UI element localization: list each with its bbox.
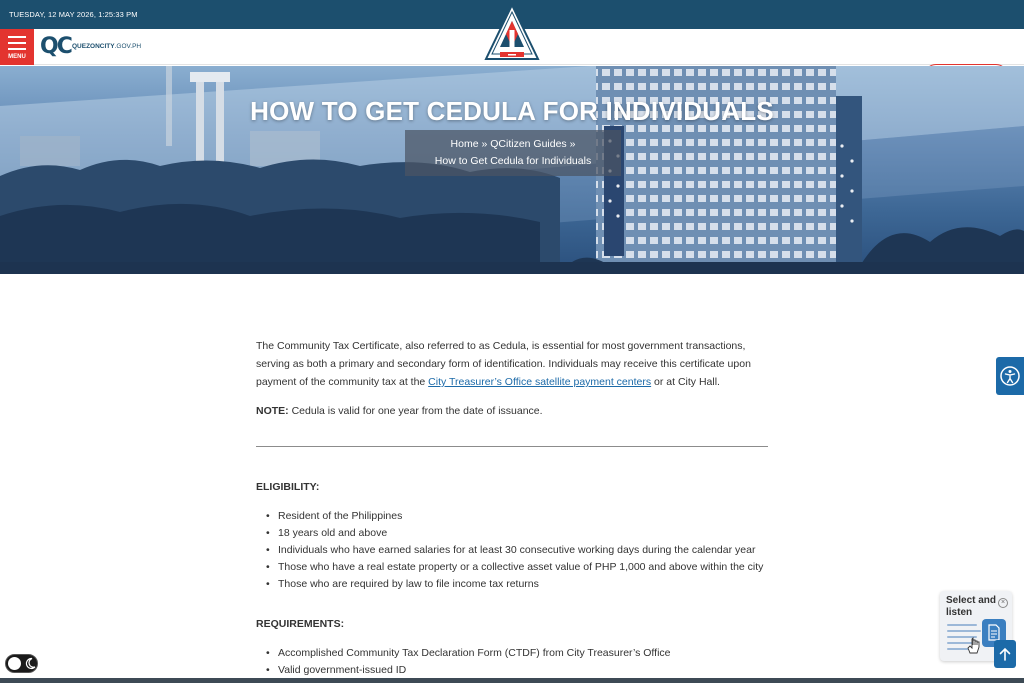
list-item: • 18 years old and above bbox=[278, 525, 763, 542]
accessibility-button[interactable] bbox=[996, 357, 1024, 395]
toggle-knob bbox=[8, 657, 21, 670]
treasurer-office-link[interactable]: City Treasurer’s Office satellite payment centers bbox=[428, 376, 652, 388]
list-item: • Those who are required by law to file income tax returns bbox=[278, 576, 763, 593]
accessibility-icon bbox=[996, 357, 1024, 395]
list-item: • Resident of the Philippines bbox=[278, 508, 763, 525]
hamburger-icon-bar bbox=[8, 42, 26, 44]
menu-button[interactable] bbox=[0, 29, 34, 65]
note-paragraph bbox=[256, 402, 768, 420]
quezon-city-seal-icon[interactable] bbox=[484, 3, 540, 63]
breadcrumb-separator: » bbox=[569, 138, 576, 150]
current-datetime: TUESDAY, 12 MAY 2026, 1:25:33 PM bbox=[9, 10, 138, 19]
bottom-bar bbox=[0, 678, 1024, 683]
arrow-up-icon bbox=[994, 640, 1016, 668]
page-title: HOW TO GET CEDULA FOR INDIVIDUALS bbox=[250, 96, 774, 126]
hero-banner bbox=[0, 66, 1024, 274]
logo-mark: QC bbox=[40, 34, 71, 59]
breadcrumb-guides[interactable]: QCitizen Guides bbox=[490, 138, 567, 150]
intro-paragraph bbox=[256, 337, 768, 391]
close-icon[interactable]: × bbox=[998, 598, 1008, 608]
breadcrumb-home[interactable]: Home bbox=[450, 138, 479, 150]
logo-site-name bbox=[72, 43, 141, 50]
note-label: NOTE: bbox=[256, 405, 289, 417]
intro-text: The Community Tax Certificate, also referred to as Cedula, is essential for most government transactions, serving as both a primary and secondary form of identification. Individuals may receive this certificate upon payment of the community tax at the bbox=[256, 340, 751, 388]
breadcrumb-current: How to Get Cedula for Individuals bbox=[434, 155, 592, 167]
menu-label: MENU bbox=[8, 54, 26, 60]
breadcrumb bbox=[405, 130, 621, 176]
list-item: • Accomplished Community Tax Declaration Form (CTDF) from City Treasurer’s Office bbox=[278, 645, 671, 662]
eligibility-list bbox=[278, 508, 763, 593]
list-item: • Valid government-issued ID bbox=[278, 662, 671, 679]
listen-label: Select and listen bbox=[946, 595, 997, 618]
hamburger-icon-bar bbox=[8, 48, 26, 50]
section-divider bbox=[256, 446, 768, 447]
article-content bbox=[256, 337, 768, 676]
note-text: Cedula is valid for one year from the date of issuance. bbox=[288, 405, 543, 417]
breadcrumb-separator: » bbox=[481, 138, 488, 150]
requirements-list bbox=[278, 645, 671, 679]
back-to-top-button[interactable] bbox=[994, 640, 1016, 668]
intro-text-end: or at City Hall. bbox=[651, 376, 720, 388]
logo-site-suffix: .GOV.PH bbox=[114, 43, 142, 50]
dark-mode-toggle[interactable] bbox=[5, 654, 38, 673]
list-item: • Those who have a real estate property or a collective asset value of PHP 1,000 and above within the city bbox=[278, 559, 763, 576]
requirements-heading: REQUIREMENTS: bbox=[256, 618, 345, 630]
moon-icon bbox=[24, 657, 36, 670]
hamburger-icon bbox=[8, 36, 26, 38]
eligibility-heading: ELIGIBILITY: bbox=[256, 481, 320, 493]
list-item: • Individuals who have earned salaries for at least 30 consecutive working days during the calendar year bbox=[278, 542, 763, 559]
logo-site-bold: QUEZONCITY bbox=[72, 43, 115, 50]
